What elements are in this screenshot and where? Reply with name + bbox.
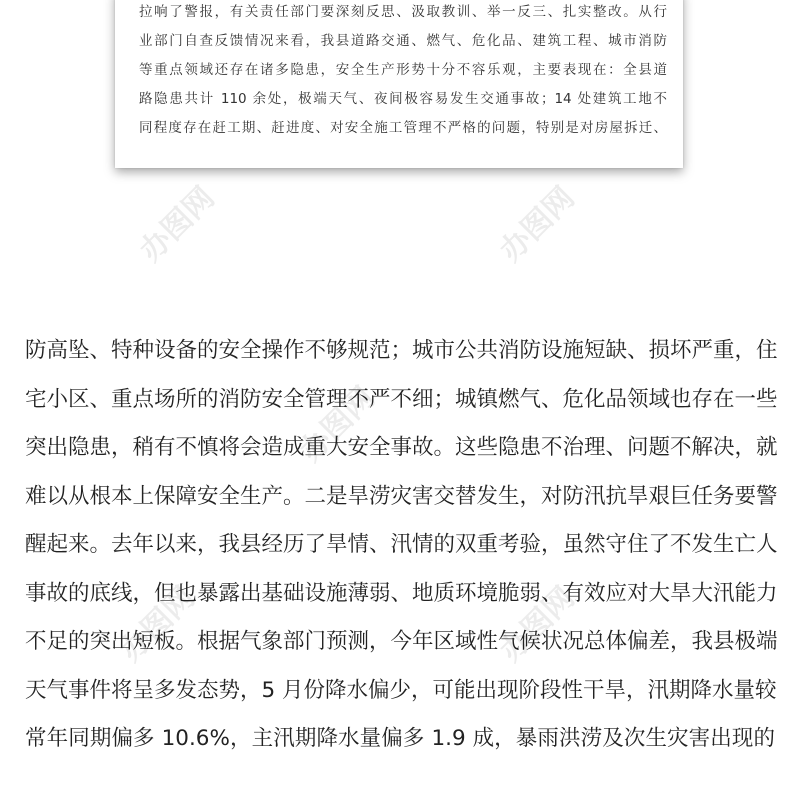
body-line: 防高坠、特种设备的安全操作不够规范；城市公共消防设施短缺、损坏严重，住 [25,338,778,363]
body-line: 宅小区、重点场所的消防安全管理不严不细；城镇燃气、危化品领域也存在一些 [25,386,778,412]
watermark: 办图网 [113,580,202,669]
watermark: 办图网 [293,380,382,469]
excerpt-text [139,0,667,143]
watermark: 办图网 [493,580,582,669]
excerpt-line: 同程度存在赶工期、赶进度、对安全施工管理不严格的问题，特别是对房屋拆迁、 [139,120,667,136]
body-paragraph [25,327,778,764]
excerpt-line: 等重点领域还存在诸多隐患，安全生产形势十分不容乐观，主要表现在：全县道 [139,62,667,78]
body-line: 天气事件将呈多发态势，5 月份降水偏少，可能出现阶段性干旱，汛期降水量较 [25,677,777,703]
body-line: 不足的突出短板。根据气象部门预测，今年区域性气候状况总体偏差，我县极端 [25,629,778,654]
watermark: 办图网 [493,180,582,269]
body-line: 难以从根本上保障安全生产。二是旱涝灾害交替发生，对防汛抗旱艰巨任务要警 [25,483,778,509]
excerpt-line: 拉响了警报，有关责任部门要深刻反思、汲取教训、举一反三、扎实整改。从行 [139,4,667,20]
excerpt-line: 路隐患共计 110 余处，极端天气、夜间极容易发生交通事故；14 处建筑工地不 [139,91,667,107]
watermark: 办图网 [133,180,222,269]
body-line: 醒起来。去年以来，我县经历了旱情、汛情的双重考验，虽然守住了不发生亡人 [25,532,778,557]
body-line: 突出隐患，稍有不慎将会造成重大安全事故。这些隐患不治理、问题不解决，就 [25,435,778,460]
excerpt-card [115,0,683,168]
excerpt-line: 业部门自查反馈情况来看，我县道路交通、燃气、危化品、建筑工程、城市消防 [139,33,667,49]
body-line: 事故的底线，但也暴露出基础设施薄弱、地质环境脆弱、有效应对大旱大汛能力 [25,580,778,606]
body-line: 常年同期偏多 10.6%，主汛期降水量偏多 1.9 成，暴雨洪涝及次生灾害出现的 [25,726,775,751]
